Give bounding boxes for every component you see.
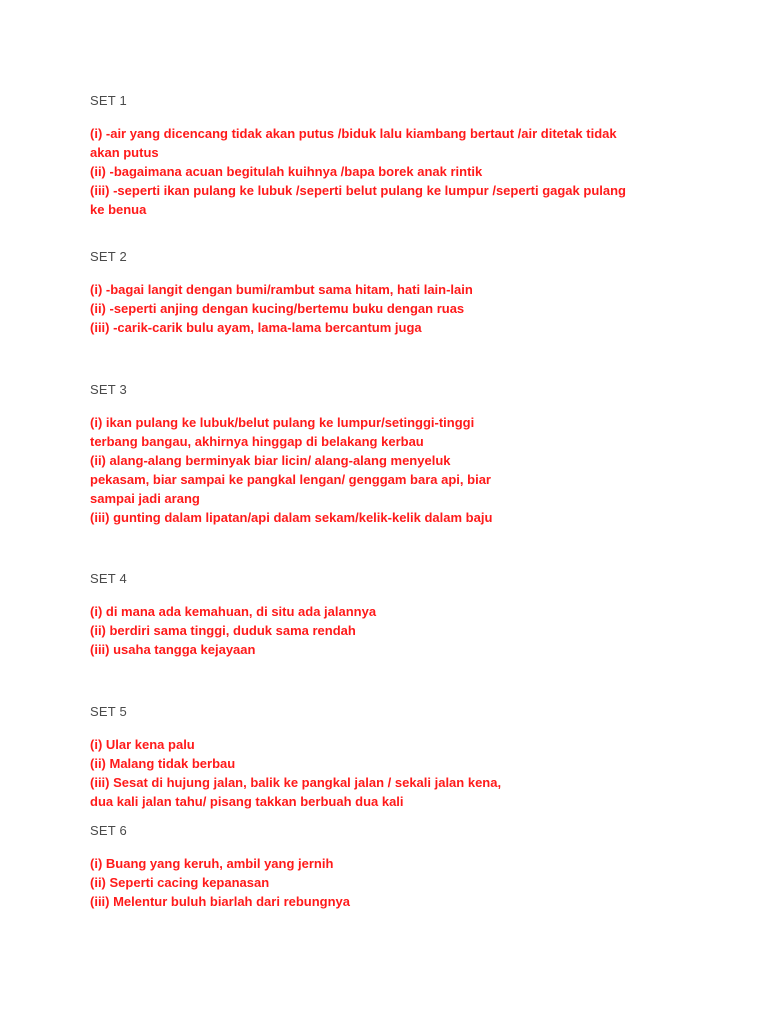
- set-2-section: [90, 248, 730, 337]
- set-3-line-5: sampai jadi arang: [90, 491, 200, 506]
- set-4-section: [90, 570, 730, 659]
- set-3-line-2: terbang bangau, akhirnya hinggap di belakang kerbau: [90, 434, 424, 449]
- set-4-line-1: (i) di mana ada kemahuan, di situ ada jalannya: [90, 604, 377, 619]
- set-5-line-4: dua kali jalan tahu/ pisang takkan berbuah dua kali: [90, 794, 404, 809]
- set-2-answers: [90, 280, 730, 337]
- set-5-line-1: (i) Ular kena palu: [90, 737, 195, 752]
- set-6-line-3: (iii) Melentur buluh biarlah dari rebungnya: [90, 894, 351, 909]
- set-6-answers: [90, 854, 730, 911]
- set-3-title: SET 3: [90, 382, 127, 397]
- set-5-section: [90, 703, 730, 811]
- set-1-line-3: (ii) -bagaimana acuan begitulah kuihnya /bapa borek anak rintik: [90, 164, 483, 179]
- set-3-section: [90, 381, 730, 527]
- set-2-line-1: (i) -bagai langit dengan bumi/rambut sama hitam, hati lain-lain: [90, 282, 473, 297]
- set-4-title: SET 4: [90, 571, 127, 586]
- set-2-line-3: (iii) -carik-carik bulu ayam, lama-lama bercantum juga: [90, 320, 422, 335]
- set-1-title: SET 1: [90, 93, 127, 108]
- set-5-title: SET 5: [90, 704, 127, 719]
- set-3-line-1: (i) ikan pulang ke lubuk/belut pulang ke lumpur/setinggi-tinggi: [90, 415, 475, 430]
- set-5-line-3: (iii) Sesat di hujung jalan, balik ke pangkal jalan / sekali jalan kena,: [90, 775, 502, 790]
- set-5-answers: [90, 735, 730, 811]
- set-3-line-4: pekasam, biar sampai ke pangkal lengan/ genggam bara api, biar: [90, 472, 491, 487]
- set-3-line-3: (ii) alang-alang berminyak biar licin/ alang-alang menyeluk: [90, 453, 451, 468]
- set-1-line-1: (i) -air yang dicencang tidak akan putus /biduk lalu kiambang bertaut /air ditetak tidak: [90, 126, 617, 141]
- set-2-line-2: (ii) -seperti anjing dengan kucing/bertemu buku dengan ruas: [90, 301, 465, 316]
- set-6-line-2: (ii) Seperti cacing kepanasan: [90, 875, 270, 890]
- set-4-line-3: (iii) usaha tangga kejayaan: [90, 642, 256, 657]
- set-1-line-2: akan putus: [90, 145, 159, 160]
- set-6-title: SET 6: [90, 823, 127, 838]
- set-1-answers: [90, 124, 730, 219]
- set-4-answers: [90, 602, 730, 659]
- set-1-line-5: ke benua: [90, 202, 147, 217]
- set-4-line-2: (ii) berdiri sama tinggi, duduk sama rendah: [90, 623, 356, 638]
- set-2-title: SET 2: [90, 249, 127, 264]
- set-6-section: [90, 822, 730, 911]
- set-1-section: [90, 92, 730, 219]
- set-5-line-2: (ii) Malang tidak berbau: [90, 756, 236, 771]
- set-3-answers: [90, 413, 730, 527]
- set-6-line-1: (i) Buang yang keruh, ambil yang jernih: [90, 856, 334, 871]
- set-3-line-6: (iii) gunting dalam lipatan/api dalam sekam/kelik-kelik dalam baju: [90, 510, 493, 525]
- set-1-line-4: (iii) -seperti ikan pulang ke lubuk /seperti belut pulang ke lumpur /seperti gagak pulang: [90, 183, 626, 198]
